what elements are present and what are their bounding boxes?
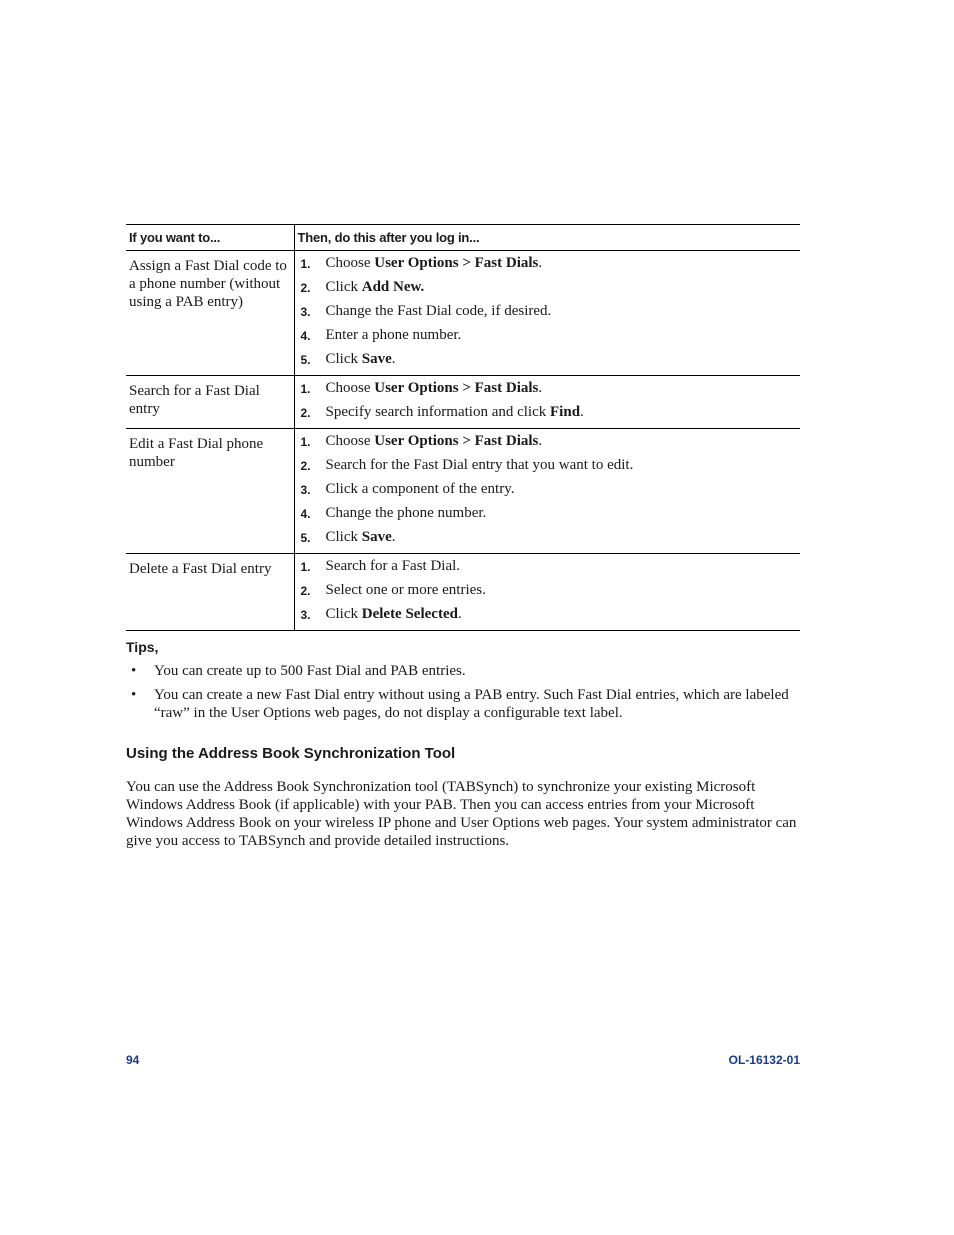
step-text-part: Click: [325, 279, 362, 295]
step-text-part: Select one or more entries.: [325, 582, 486, 598]
step-item: [301, 431, 801, 455]
step-ui-term: Delete Selected: [361, 606, 458, 622]
step-text: [326, 404, 584, 420]
step-number: 1.: [300, 560, 311, 574]
step-item: [301, 253, 801, 277]
step-text: [326, 481, 515, 497]
step-text: [326, 582, 486, 598]
step-item: [301, 503, 801, 527]
step-number: 2.: [300, 459, 311, 473]
step-text: [326, 303, 552, 319]
step-number: 2.: [300, 281, 311, 295]
step-number: 3.: [300, 608, 311, 622]
bullet-icon: •: [131, 663, 137, 679]
step-text-part: Change the phone number.: [325, 505, 487, 521]
step-item: [301, 479, 801, 503]
step-text: [326, 279, 425, 295]
table-row: [126, 429, 800, 554]
step-number: 4.: [300, 507, 311, 521]
step-text-part: Choose: [325, 255, 375, 271]
table-row: [126, 251, 800, 376]
step-text-part: Search for a Fast Dial.: [325, 558, 461, 574]
tip-item: [126, 686, 800, 722]
step-item: [301, 301, 801, 325]
step-number: 1.: [300, 435, 311, 449]
tip-item: [126, 662, 800, 680]
page-number: 94: [126, 1053, 140, 1067]
step-text-part: .: [391, 529, 396, 545]
task-cell: Search for a Fast Dial entry: [126, 376, 294, 429]
step-text: [326, 255, 543, 271]
step-item: [301, 349, 801, 373]
task-cell: Edit a Fast Dial phone number: [126, 429, 294, 554]
tips-list: [126, 662, 800, 728]
step-item: [301, 556, 801, 580]
tip-text: You can create up to 500 Fast Dial and PAB entries.: [154, 663, 466, 679]
step-text-part: Specify search information and click: [325, 404, 551, 420]
step-number: 3.: [300, 305, 311, 319]
step-text-part: .: [538, 380, 543, 396]
step-text: [326, 380, 543, 396]
step-text-part: Choose: [325, 433, 375, 449]
column-header-procedure: Then, do this after you log in...: [294, 225, 800, 251]
step-text: [326, 529, 396, 545]
procedure-cell: [294, 251, 800, 376]
step-number: 2.: [300, 584, 311, 598]
step-item: [301, 325, 801, 349]
step-number: 5.: [300, 353, 311, 367]
procedure-cell: [294, 429, 800, 554]
step-text-part: .: [538, 433, 543, 449]
step-number: 4.: [300, 329, 311, 343]
procedure-cell: [294, 376, 800, 429]
step-text: [326, 505, 487, 521]
step-text: [326, 606, 462, 622]
step-number: 2.: [300, 406, 311, 420]
table-row: [126, 554, 800, 631]
step-ui-term: User Options > Fast Dials: [374, 255, 539, 271]
step-item: [301, 277, 801, 301]
step-text-part: Enter a phone number.: [325, 327, 462, 343]
step-text-part: Change the Fast Dial code, if desired.: [325, 303, 552, 319]
fast-dial-procedures-table: [126, 224, 800, 631]
step-ui-term: Save: [361, 351, 392, 367]
step-text-part: .: [457, 606, 462, 622]
step-number: 1.: [300, 257, 311, 271]
step-text: [326, 327, 462, 343]
step-text: [326, 433, 543, 449]
step-text-part: .: [391, 351, 396, 367]
step-text: [326, 457, 634, 473]
step-item: [301, 580, 801, 604]
step-text-part: Choose: [325, 380, 375, 396]
task-cell: Delete a Fast Dial entry: [126, 554, 294, 631]
step-text-part: .: [538, 255, 543, 271]
step-ui-term: Add New.: [361, 279, 425, 295]
step-text: [326, 558, 461, 574]
step-ui-term: Find: [550, 404, 581, 420]
table-header-row: [126, 225, 800, 251]
step-list: [301, 378, 801, 426]
section-body: You can use the Address Book Synchronization tool (TABSynch) to synchronize your existing Microsoft Windows Address Book (if applicable) with your PAB. Then you can access entries from your Microsoft Windows Address Book on your wireless IP phone and User Options web pages. Your system administrator can give you access to TABSynch and provide detailed instructions.: [126, 779, 797, 849]
step-text-part: Click: [325, 351, 362, 367]
column-header-task: If you want to...: [126, 225, 294, 251]
step-text-part: .: [580, 404, 584, 420]
step-number: 1.: [300, 382, 311, 396]
document-id: OL-16132-01: [728, 1053, 800, 1067]
step-item: [301, 455, 801, 479]
procedure-cell: [294, 554, 800, 631]
bullet-icon: •: [131, 687, 137, 703]
section-heading: Using the Address Book Synchronization Tool: [126, 745, 456, 762]
table-row: [126, 376, 800, 429]
step-text: [326, 351, 396, 367]
table-body: [126, 251, 800, 631]
step-text-part: Search for the Fast Dial entry that you want to edit.: [325, 457, 634, 473]
step-item: [301, 378, 801, 402]
step-number: 5.: [300, 531, 311, 545]
step-item: [301, 402, 801, 426]
step-item: [301, 527, 801, 551]
step-list: [301, 556, 801, 628]
task-cell: Assign a Fast Dial code to a phone number (without using a PAB entry): [126, 251, 294, 376]
step-ui-term: User Options > Fast Dials: [374, 433, 539, 449]
step-list: [301, 253, 801, 373]
step-ui-term: Save: [361, 529, 392, 545]
tips-heading: Tips,: [126, 639, 159, 655]
step-ui-term: User Options > Fast Dials: [374, 380, 539, 396]
tip-text: You can create a new Fast Dial entry without using a PAB entry. Such Fast Dial entries, which are labeled “raw” in the User Options web pages, do not display a configurable text label.: [154, 687, 789, 721]
step-number: 3.: [300, 483, 311, 497]
step-list: [301, 431, 801, 551]
step-text-part: Click: [325, 529, 362, 545]
step-text-part: Click a component of the entry.: [325, 481, 515, 497]
step-text-part: Click: [325, 606, 362, 622]
step-item: [301, 604, 801, 628]
